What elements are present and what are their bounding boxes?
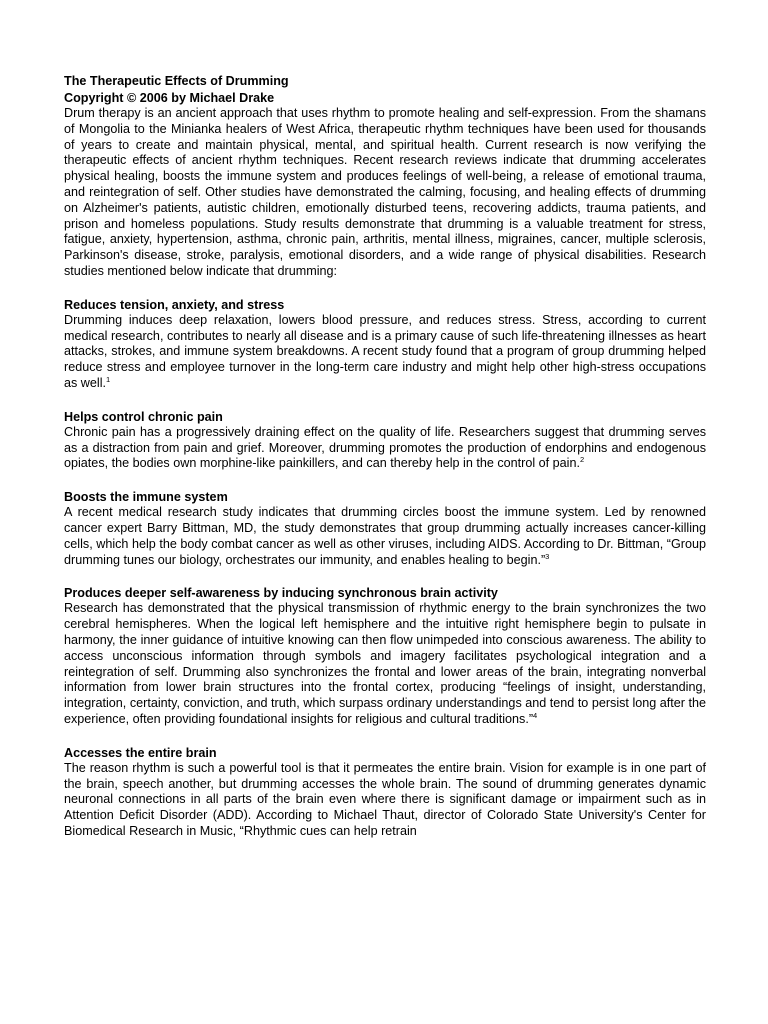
section-heading: Produces deeper self-awareness by inducing synchronous brain activity	[64, 586, 498, 601]
intro-paragraph: Drum therapy is an ancient approach that uses rhythm to promote healing and self-expression. From the shamans of Mongolia to the Minianka healers of West Africa, therapeutic rhythm techniques have been used for thousands of years to create and maintain physical, mental, and spiritual health. Current research is now verifying the therapeutic effects of ancient rhythm techniques. Recent research reviews indicate that drumming accelerates physical healing, boosts the immune system and produces feelings of well-being, a release of emotional trauma, and reintegration of self. Other studies have demonstrated the calming, focusing, and healing effects of drumming on Alzheimer's patients, autistic children, emotionally disturbed teens, recovering addicts, trauma patients, and prison and homeless populations. Study results demonstrate that drumming is a valuable treatment for stress, fatigue, anxiety, hypertension, asthma, chronic pain, arthritis, mental illness, migraines, cancer, multiple sclerosis, Parkinson's disease, stroke, paralysis, emotional disorders, and a wide range of physical disabilities. Research studies mentioned below indicate that drumming:	[64, 106, 706, 278]
section-heading: Helps control chronic pain	[64, 409, 223, 424]
section-body	[64, 425, 706, 472]
footnote-marker: 3	[545, 551, 550, 561]
footnote-marker: 2	[579, 455, 585, 465]
section-body	[64, 313, 706, 392]
document-header	[64, 73, 706, 106]
section-body	[64, 505, 706, 568]
section-heading: Accesses the entire brain	[64, 745, 217, 760]
section-reduces-tension	[64, 297, 706, 392]
footnote-marker: 1	[106, 374, 111, 384]
footnote-marker: 4	[533, 710, 538, 720]
section-text: A recent medical research study indicates that drumming circles boost the immune system. Led by renowned cancer expert Barry Bittman, MD, the study demonstrates that group drumming actually increases cancer-killing cells, which help the body combat cancer as well as other viruses, including AIDS. According to Dr. Bittman, “Group drumming tunes our biology, orchestrates our immunity, and enables healing to begin.”	[64, 505, 706, 567]
section-body	[64, 761, 706, 840]
section-chronic-pain	[64, 409, 706, 472]
document-title: The Therapeutic Effects of Drumming	[64, 74, 289, 88]
section-heading: Reduces tension, anxiety, and stress	[64, 297, 285, 312]
section-immune-system	[64, 489, 706, 568]
section-text: Drumming induces deep relaxation, lowers blood pressure, and reduces stress. Stress, according to current medical research, contributes to nearly all disease and is a primary cause of such life-threatening illnesses as heart attacks, strokes, and immune system breakdowns. A recent study found that a program of group drumming helped reduce stress and employee turnover in the long-term care industry and might help other high-stress occupations as well.	[64, 312, 706, 390]
section-body	[64, 601, 706, 727]
section-text: Research has demonstrated that the physical transmission of rhythmic energy to the brain synchronizes the two cerebral hemispheres. When the logical left hemisphere and the intuitive right hemisphere begin to pulsate in harmony, the inner guidance of intuitive knowing can then flow unimpeded into conscious awareness. The ability to access unconscious information through symbols and imagery facilitates psychological integration and a reintegration of self. Drumming also synchronizes the frontal and lower areas of the brain, integrating nonverbal information from lower brain structures into the frontal cortex, producing “feelings of insight, understanding, integration, certainty, conviction, and truth, which surpass ordinary understandings and tend to persist long after the experience, often providing foundational insights for religious and cultural traditions.”	[64, 601, 706, 726]
section-text: The reason rhythm is such a powerful tool is that it permeates the entire brain. Vision for example is in one part of the brain, speech another, but drumming accesses the whole brain. The sound of drumming generates dynamic neuronal connections in all parts of the brain even where there is significant damage or impairment such as in Attention Deficit Disorder (ADD). According to Michael Thaut, director of Colorado State University's Center for Biomedical Research in Music, “Rhythmic cues can help retrain	[64, 760, 706, 838]
copyright-line: Copyright © 2006 by Michael Drake	[64, 90, 275, 105]
section-text: Chronic pain has a progressively draining effect on the quality of life. Researchers suggest that drumming serves as a distraction from pain and grief. Moreover, drumming promotes the production of endorphins and endogenous opiates, the bodies own morphine-like painkillers, and can thereby help in the control of pain.	[64, 424, 706, 471]
section-entire-brain	[64, 745, 706, 840]
document-page	[64, 73, 706, 840]
section-heading: Boosts the immune system	[64, 490, 228, 505]
section-self-awareness	[64, 585, 706, 727]
